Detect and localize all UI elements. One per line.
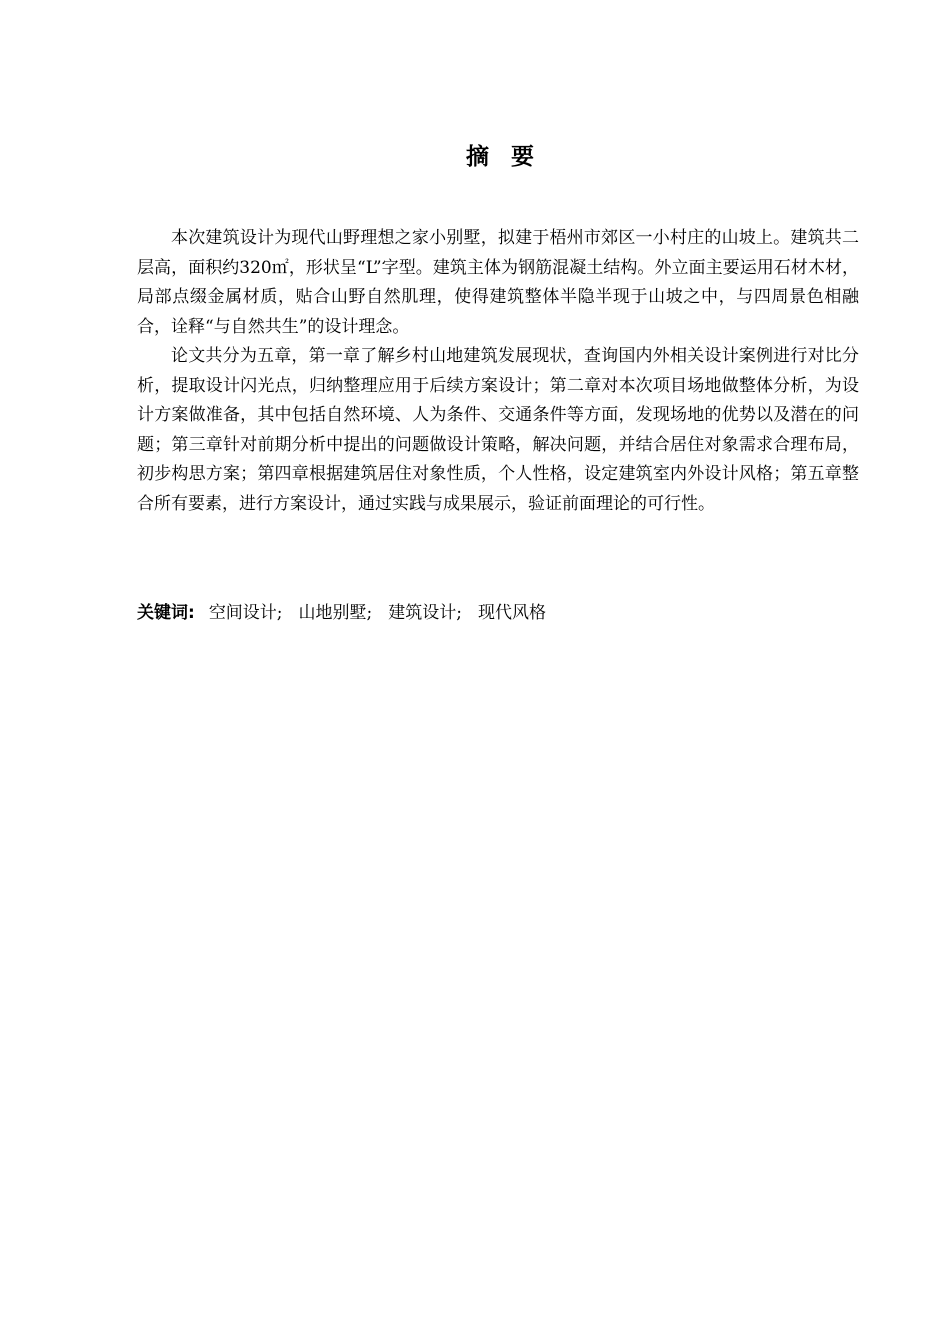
abstract-title [0, 138, 950, 171]
keyword-item: 山地别墅; [298, 603, 373, 623]
title-char: 要 [511, 144, 534, 170]
title-char: 摘 [466, 144, 489, 170]
keyword-item: 空间设计; [208, 603, 283, 623]
keywords-label: 关键词: [137, 603, 195, 623]
abstract-body [137, 224, 859, 519]
abstract-paragraph: 本次建筑设计为现代山野理想之家小别墅，拟建于梧州市郊区一小村庄的山坡上。建筑共二层高，面积约320㎡，形状呈“L”字型。建筑主体为钢筋混凝土结构。外立面主要运用石材木材，局部点缀金属材质，贴合山野自然肌理，使得建筑整体半隐半现于山坡之中，与四周景色相融合，诠释“与自然共生”的设计理念。 [137, 228, 859, 337]
abstract-paragraph: 论文共分为五章，第一章了解乡村山地建筑发展现状，查询国内外相关设计案例进行对比分析，提取设计闪光点，归纳整理应用于后续方案设计；第二章对本次项目场地做整体分析，为设计方案做准备，其中包括自然环境、人为条件、交通条件等方面，发现场地的优势以及潜在的问题；第三章针对前期分析中提出的问题做设计策略，解决问题，并结合居住对象需求合理布局，初步构思方案；第四章根据建筑居住对象性质，个人性格，设定建筑室内外设计风格；第五章整合所有要素，进行方案设计，通过实践与成果展示，验证前面理论的可行性。 [137, 346, 859, 514]
keyword-item: 建筑设计; [388, 603, 463, 623]
keywords-line [137, 600, 562, 626]
keyword-item: 现代风格 [478, 603, 547, 623]
